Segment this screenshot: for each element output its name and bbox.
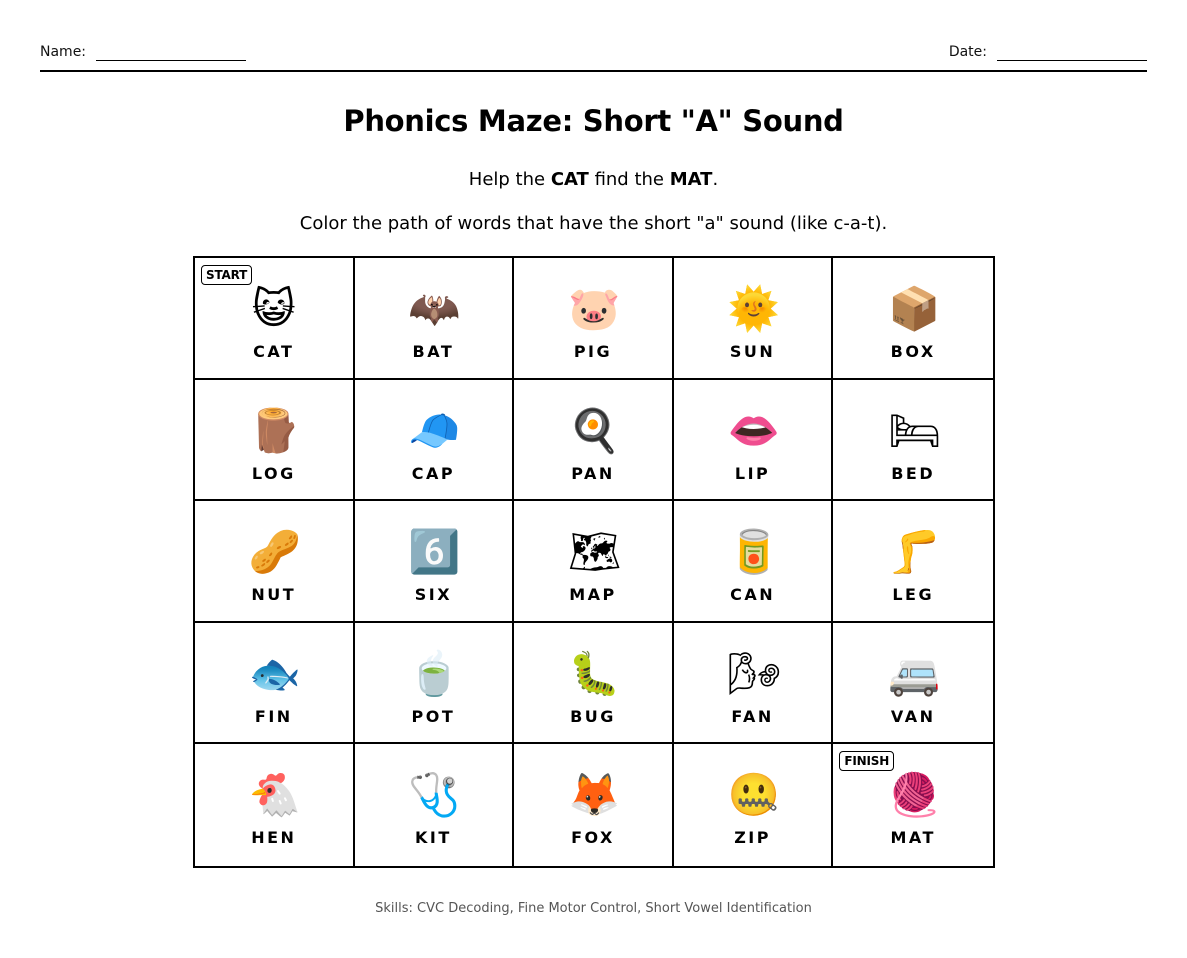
cell-word: BOX: [890, 342, 936, 361]
maze-cell-kit[interactable]: [355, 744, 515, 866]
maze-cell-pan[interactable]: [514, 380, 674, 502]
cat-face-icon: 😺: [251, 284, 296, 333]
cell-word: POT: [411, 706, 456, 726]
maze-cell-leg[interactable]: [833, 501, 993, 623]
world-map-icon: 🗺: [567, 527, 622, 577]
maze-cell-bed[interactable]: [833, 380, 993, 502]
maze-cell-map[interactable]: [514, 501, 674, 623]
package-icon: 📦: [888, 284, 941, 333]
subtitle-prefix: Help the: [468, 169, 551, 190]
cell-word: SIX: [414, 585, 453, 605]
maze-cell-bug[interactable]: [514, 623, 674, 745]
maze-cell-van[interactable]: [833, 623, 993, 745]
lips-icon: 👄: [727, 405, 780, 455]
maze-cell-pot[interactable]: [355, 623, 515, 745]
canned-food-icon: 🥫: [727, 527, 780, 577]
maze-cell-nut[interactable]: [195, 501, 355, 623]
chicken-icon: 🐔: [248, 770, 302, 820]
maze-cell-bat[interactable]: [355, 258, 515, 380]
cell-word: HEN: [251, 828, 297, 848]
cell-word: ZIP: [734, 828, 771, 848]
leg-icon: 🦵: [888, 527, 941, 577]
name-field: [40, 43, 246, 61]
cap-icon: 🧢: [408, 405, 461, 455]
number-six-icon: 6️⃣: [408, 527, 461, 577]
skills-footer: Skills: CVC Decoding, Fine Motor Control, Short Vowel Identification: [375, 901, 812, 916]
hot-beverage-icon: 🍵: [408, 648, 461, 698]
maze-cell-fox[interactable]: [514, 744, 674, 866]
name-label: Name:: [40, 44, 87, 60]
instructions: Color the path of words that have the short "a" sound (like c-a-t).: [299, 213, 888, 234]
maze-cell-pig[interactable]: [514, 258, 674, 380]
cell-word: CAN: [730, 585, 776, 605]
bug-icon: 🐛: [567, 648, 621, 698]
fish-icon: 🐟: [248, 648, 302, 698]
page-title: Phonics Maze: Short "A" Sound: [343, 104, 844, 138]
maze-cell-mat[interactable]: [833, 744, 993, 866]
cell-word: KIT: [415, 828, 452, 848]
maze-cell-six[interactable]: [355, 501, 515, 623]
date-field: [949, 43, 1147, 61]
cell-word: LOG: [251, 463, 296, 483]
fox-face-icon: 🦊: [567, 770, 621, 820]
cell-word: FIN: [254, 706, 293, 726]
bed-icon: 🛏: [888, 405, 942, 455]
pig-face-icon: 🐷: [567, 284, 621, 333]
maze-cell-log[interactable]: [195, 380, 355, 502]
cell-word: LEG: [892, 585, 935, 605]
cell-word: BAT: [412, 342, 455, 361]
maze-cell-zip[interactable]: [674, 744, 834, 866]
sun-icon: 🌞: [727, 284, 780, 333]
cell-word: FAN: [731, 706, 774, 726]
cell-word: PIG: [573, 342, 613, 361]
maze-cell-sun[interactable]: [674, 258, 834, 380]
yarn-icon: 🧶: [888, 770, 941, 820]
cell-word: CAT: [253, 342, 295, 361]
finish-badge: FINISH: [839, 751, 894, 771]
maze-cell-cap[interactable]: [355, 380, 515, 502]
frying-pan-icon: 🍳: [567, 405, 621, 455]
maze-cell-fan[interactable]: [674, 623, 834, 745]
wood-log-icon: 🪵: [248, 405, 302, 455]
date-input-line[interactable]: [997, 47, 1147, 61]
name-input-line[interactable]: [96, 47, 246, 61]
zipper-mouth-face-icon: 🤐: [727, 770, 780, 820]
bat-icon: 🦇: [408, 284, 461, 333]
cell-word: NUT: [251, 585, 297, 605]
maze-cell-cat[interactable]: [195, 258, 355, 380]
cell-word: BUG: [570, 706, 616, 726]
wind-face-icon: 🌬: [727, 648, 781, 698]
maze-cell-hen[interactable]: [195, 744, 355, 866]
subtitle-end-word: MAT: [669, 169, 713, 190]
cell-word: CAP: [411, 463, 456, 483]
cell-word: MAP: [569, 585, 617, 605]
subtitle: [0, 169, 1187, 190]
stethoscope-icon: 🩺: [408, 770, 461, 820]
maze-cell-can[interactable]: [674, 501, 834, 623]
start-badge: START: [201, 265, 252, 285]
peanut-icon: 🥜: [248, 527, 302, 577]
cell-word: SUN: [729, 342, 776, 361]
cell-word: PAN: [571, 463, 615, 483]
subtitle-start-word: CAT: [550, 169, 589, 190]
cell-word: VAN: [890, 706, 936, 726]
cell-word: MAT: [890, 828, 936, 848]
maze-cell-box[interactable]: [833, 258, 993, 380]
worksheet-header: [40, 40, 1147, 72]
minibus-icon: 🚐: [888, 648, 941, 698]
subtitle-suffix: .: [712, 169, 719, 190]
cell-word: FOX: [571, 828, 615, 848]
cell-word: LIP: [734, 463, 771, 483]
maze-grid: [193, 256, 995, 868]
date-label: Date:: [948, 44, 987, 60]
maze-cell-lip[interactable]: [674, 380, 834, 502]
subtitle-middle: find the: [588, 169, 670, 190]
maze-cell-fin[interactable]: [195, 623, 355, 745]
cell-word: BED: [891, 463, 936, 483]
